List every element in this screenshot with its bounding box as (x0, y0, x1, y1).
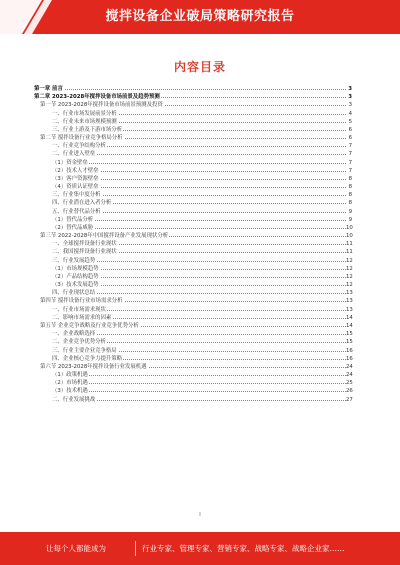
toc-entry[interactable] (34, 240, 352, 248)
toc-entry-page: 11 (346, 249, 353, 256)
toc-entry-page: 12 (346, 257, 353, 264)
toc-entry[interactable] (34, 150, 352, 158)
toc-entry-title: 一、企业战略选择 (52, 331, 96, 338)
toc-entry[interactable] (34, 191, 352, 199)
footer-slogan: 让每个人都能成为 (46, 544, 106, 553)
toc-leader-dots (52, 220, 346, 221)
toc-entry-title: （4）资质认证壁垒 (52, 184, 99, 191)
toc-entry-page: 7 (346, 167, 352, 175)
toc-entry[interactable] (34, 257, 352, 265)
toc-entry-title: 三、行业集中度分析 (52, 192, 101, 199)
toc-entry-page: 15 (346, 339, 353, 346)
toc-entry-title: 三、行业上游及下游市场分析 (52, 126, 123, 133)
toc-entry-page: 11 (346, 241, 353, 248)
toc-entry-title: 第五节 企业竞争战略及行业竞争优势分析 (40, 322, 139, 329)
toc-leader-dots (34, 89, 346, 90)
toc-entry-page: 3 (346, 101, 352, 109)
toc-entry-title: 第四节 搅拌设备行业市场需求分析 (40, 298, 123, 305)
table-of-contents (34, 85, 352, 404)
toc-entry-page: 13 (346, 290, 353, 297)
toc-entry-title: 一、行业市场需求现状 (52, 306, 106, 313)
toc-entry[interactable] (34, 273, 352, 281)
toc-entry-page: 13 (346, 306, 353, 313)
toc-entry[interactable] (34, 363, 352, 371)
toc-entry-page: 9 (346, 208, 352, 216)
toc-entry[interactable] (34, 159, 352, 167)
toc-entry-page: 6 (346, 126, 352, 134)
toc-entry-page: 4 (346, 110, 352, 118)
toc-entry[interactable] (34, 183, 352, 191)
toc-entry[interactable] (34, 134, 352, 142)
toc-entry-title: （3）技术发展趋势 (52, 282, 99, 289)
page-number: I (199, 512, 201, 518)
toc-entry-title: 二、行业未来市场规模预测 (52, 118, 117, 125)
toc-entry-title: （3）技术机遇 (52, 388, 88, 395)
toc-entry[interactable] (34, 118, 352, 126)
toc-entry-title: 第三节 2022-2028年中国搅拌设备产业发展现状分析 (40, 233, 169, 240)
toc-entry[interactable] (34, 248, 352, 256)
toc-entry-title: 一、行业竞争结构分析 (52, 143, 106, 150)
toc-entry-page: 27 (346, 396, 353, 403)
toc-entry-page: 12 (346, 273, 353, 280)
toc-entry-title: （2）替代品威胁 (52, 224, 94, 231)
toc-entry[interactable] (34, 142, 352, 150)
toc-entry-page: 6 (346, 134, 352, 142)
toc-entry[interactable] (34, 208, 352, 216)
toc-entry-title: 五、行业替代品分析 (52, 208, 101, 215)
toc-entry-title: （1）资金壁垒 (52, 159, 88, 166)
page-header (0, 0, 400, 34)
toc-entry[interactable] (34, 338, 352, 346)
toc-leader-dots (52, 391, 346, 392)
toc-entry-title: 二、行业进入壁垒 (52, 151, 96, 158)
toc-entry-title: 第二章 2023-2028年搅拌设备市场前景及趋势预测 (34, 94, 160, 101)
toc-leader-dots (52, 383, 346, 384)
footer-divider (135, 541, 136, 556)
toc-entry[interactable] (34, 175, 352, 183)
toc-entry-title: （2）产品结构趋势 (52, 273, 99, 280)
toc-entry[interactable] (34, 371, 352, 379)
toc-entry-page: 24 (346, 363, 353, 370)
toc-entry[interactable] (34, 281, 352, 289)
toc-entry-page: 12 (346, 282, 353, 289)
toc-entry-title: 二、企业竞争优势分析 (52, 339, 106, 346)
toc-entry-page: 16 (346, 347, 353, 354)
toc-entry-page: 14 (346, 314, 353, 321)
toc-entry-title: 第二节 搅拌设备行业竞争格局分析 (40, 135, 123, 142)
toc-entry-page: 15 (346, 331, 353, 338)
toc-leader-dots (52, 163, 346, 164)
toc-entry[interactable] (34, 216, 352, 224)
toc-entry-page: 7 (346, 159, 352, 167)
toc-entry-page: 9 (346, 216, 352, 224)
toc-entry-page: 7 (346, 142, 352, 150)
toc-entry-title: （1）政策机遇 (52, 372, 88, 379)
toc-entry-title: （2）技术人才壁垒 (52, 167, 99, 174)
toc-entry-title: （2）市场机遇 (52, 380, 88, 387)
toc-entry-title: 二、我国搅拌设备行业现状 (52, 249, 117, 256)
toc-entry-page: 3 (346, 85, 352, 93)
toc-entry-title: 二、影响市场需求的因素 (52, 314, 112, 321)
footer-expert-list: 行业专家、管理专家、营销专家、战略专家、战略企业家…… (142, 544, 345, 553)
toc-entry[interactable] (34, 85, 352, 93)
toc-entry-title: 第一章 前言 (34, 86, 63, 92)
toc-entry-page: 12 (346, 265, 353, 272)
toc-entry[interactable] (34, 330, 352, 338)
toc-entry-page: 8 (346, 175, 352, 183)
toc-entry[interactable] (34, 93, 352, 101)
toc-entry-title: 二、行业发展挑战 (52, 396, 96, 403)
toc-entry-title: 三、行业发展趋势 (52, 257, 96, 264)
toc-entry[interactable] (34, 387, 352, 395)
toc-entry-title: 四、行业潜在进入者分析 (52, 200, 112, 207)
toc-entry[interactable] (34, 396, 352, 404)
toc-entry-title: 四、企业核心竞争力提升策略 (52, 355, 123, 362)
page-footer (0, 532, 400, 565)
toc-entry-page: 13 (346, 298, 353, 305)
toc-entry[interactable] (34, 347, 352, 355)
toc-leader-dots (52, 228, 346, 229)
toc-entry-title: 第一节 2023-2028年搅拌设备市场前景预测及投资 (40, 102, 163, 109)
toc-entry[interactable] (34, 101, 352, 109)
toc-leader-dots (52, 375, 346, 376)
toc-entry-page: 25 (346, 380, 353, 387)
toc-entry[interactable] (34, 379, 352, 387)
toc-entry[interactable] (34, 355, 352, 363)
toc-entry-title: 第六节 2023-2028年搅拌设备行业发展机遇 (40, 363, 147, 370)
toc-entry-page: 5 (346, 118, 352, 126)
toc-entry-title: 一、行业市场发展前景分析 (52, 110, 117, 117)
toc-entry-page: 8 (346, 183, 352, 191)
toc-entry-page: 8 (346, 191, 352, 199)
toc-entry-page: 8 (346, 199, 352, 207)
toc-entry-page: 26 (346, 388, 353, 395)
toc-entry-title: 一、全球搅拌设备行业现状 (52, 241, 117, 248)
toc-entry[interactable] (34, 232, 352, 240)
report-title: 搅拌设备企业破局策略研究报告 (105, 9, 295, 24)
toc-entry[interactable] (34, 265, 352, 273)
toc-entry-title: 四、行业现状总结 (52, 290, 96, 297)
toc-entry[interactable] (34, 167, 352, 175)
toc-entry-page: 10 (346, 224, 353, 231)
toc-entry-title: （1）替代品分析 (52, 216, 94, 223)
toc-entry-page: 7 (346, 150, 352, 158)
toc-entry[interactable] (34, 322, 352, 330)
toc-entry[interactable] (34, 297, 352, 305)
toc-entry-page: 16 (346, 355, 353, 362)
toc-entry[interactable] (34, 314, 352, 322)
toc-entry-page: 14 (346, 322, 353, 329)
toc-entry-page: 3 (346, 93, 352, 101)
toc-entry[interactable] (34, 289, 352, 297)
toc-entry-page: 24 (346, 372, 353, 379)
toc-entry-title: （1）市场规模趋势 (52, 265, 99, 272)
toc-entry-page: 10 (346, 233, 353, 240)
toc-entry[interactable] (34, 126, 352, 134)
toc-entry[interactable] (34, 224, 352, 232)
toc-heading: 内容目录 (173, 60, 226, 74)
toc-entry[interactable] (34, 199, 352, 207)
toc-entry-title: （3）客户资源壁垒 (52, 175, 99, 182)
toc-entry-title: 三、行业主要企业竞争格局 (52, 347, 117, 354)
toc-entry[interactable] (34, 306, 352, 314)
toc-entry[interactable] (34, 110, 352, 118)
